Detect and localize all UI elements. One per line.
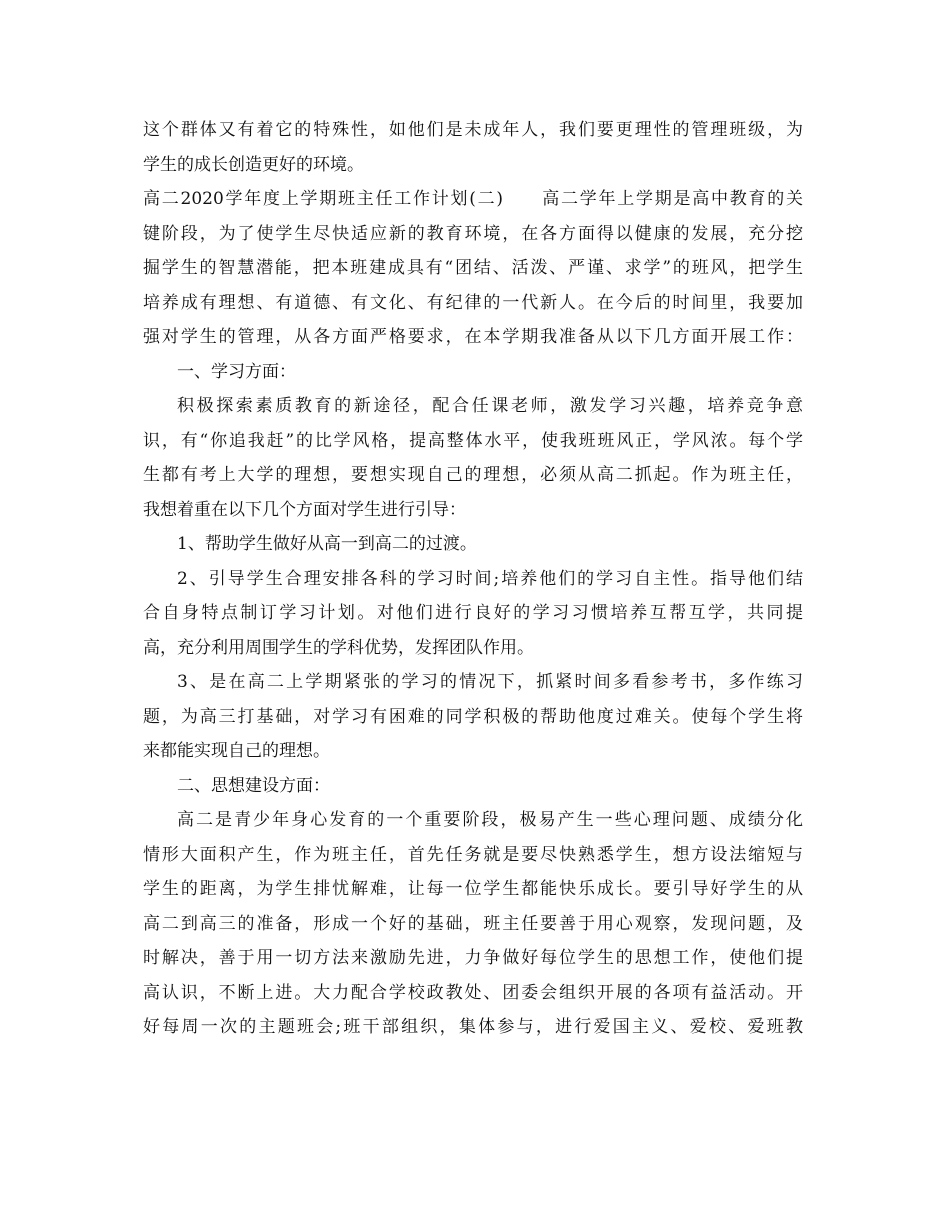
text-line: 培养成有理想、有道德、有文化、有纪律的一代新人。在今后的时间里，我要加 <box>143 292 803 313</box>
text-line: 来都能实现自己的理想。 <box>143 741 330 761</box>
text-line: 我想着重在以下几个方面对学生进行引导： <box>143 499 466 520</box>
text-line: 高认识，不断上进。大力配合学校政教处、团委会组织开展的各项有益活动。开 <box>143 982 803 1003</box>
text-line: 情形大面积产生，作为班主任，首先任务就是要尽快熟悉学生，想方设法缩短与 <box>143 844 803 865</box>
text-line: 合自身特点制订学习计划。对他们进行良好的学习习惯培养互帮互学，共同提 <box>143 603 803 623</box>
text-line: 识，有“你追我赶”的比学风格，提高整体水平，使我班班风正，学风浓。每个学 <box>143 430 803 451</box>
text-line: 掘学生的智慧潜能，把本班建成具有“团结、活泼、严谨、求学”的班风，把学生 <box>143 258 803 278</box>
text-line: 学生的距离，为学生排忧解难，让每一位学生都能快乐成长。要引导好学生的从 <box>143 879 803 899</box>
text-line: 学生的成长创造更好的环境。 <box>143 154 364 175</box>
text-line: 积极探索素质教育的新途径，配合任课老师，激发学习兴趣，培养竞争意 <box>177 396 803 416</box>
list-item-line: 2、引导学生合理安排各科的学习时间;培养他们的学习自主性。指导他们结 <box>177 568 803 589</box>
text-line: 高二是青少年身心发育的一个重要阶段，极易产生一些心理问题、成绩分化 <box>177 810 803 830</box>
subheading-line: 一、学习方面： <box>177 361 296 382</box>
text-line: 这个群体又有着它的特殊性，如他们是未成年人，我们要更理性的管理班级，为 <box>143 120 803 140</box>
list-item-line: 3、是在高二上学期紧张的学习的情况下，抓紧时间多看参考书，多作练习 <box>177 672 803 692</box>
subheading-line: 二、思想建设方面： <box>177 775 330 796</box>
text-line: 生都有考上大学的理想，要想实现自己的理想，必须从高二抓起。作为班主任， <box>143 465 803 485</box>
section-heading-line: 高二2020学年度上学期班主任工作计划(二) 高二学年上学期是高中教育的关 <box>143 189 803 209</box>
text-line: 键阶段，为了使学生尽快适应新的教育环境，在各方面得以健康的发展，充分挖 <box>143 223 803 244</box>
list-item-line: 1、帮助学生做好从高一到高二的过渡。 <box>177 534 477 554</box>
text-line: 高，充分利用周围学生的学科优势，发挥团队作用。 <box>143 637 534 658</box>
text-line: 高二到高三的准备，形成一个好的基础，班主任要善于用心观察，发现问题，及 <box>143 913 803 934</box>
document-page <box>143 113 803 1045</box>
text-line: 强对学生的管理，从各方面严格要求，在本学期我准备从以下几方面开展工作： <box>143 327 803 347</box>
text-line: 时解决，善于用一切方法来激励先进，力争做好每位学生的思想工作，使他们提 <box>143 948 803 968</box>
text-line: 题，为高三打基础，对学习有困难的同学积极的帮助他度过难关。使每个学生将 <box>143 706 803 727</box>
text-line: 好每周一次的主题班会;班干部组织，集体参与，进行爱国主义、爱校、爱班教 <box>143 1017 803 1037</box>
